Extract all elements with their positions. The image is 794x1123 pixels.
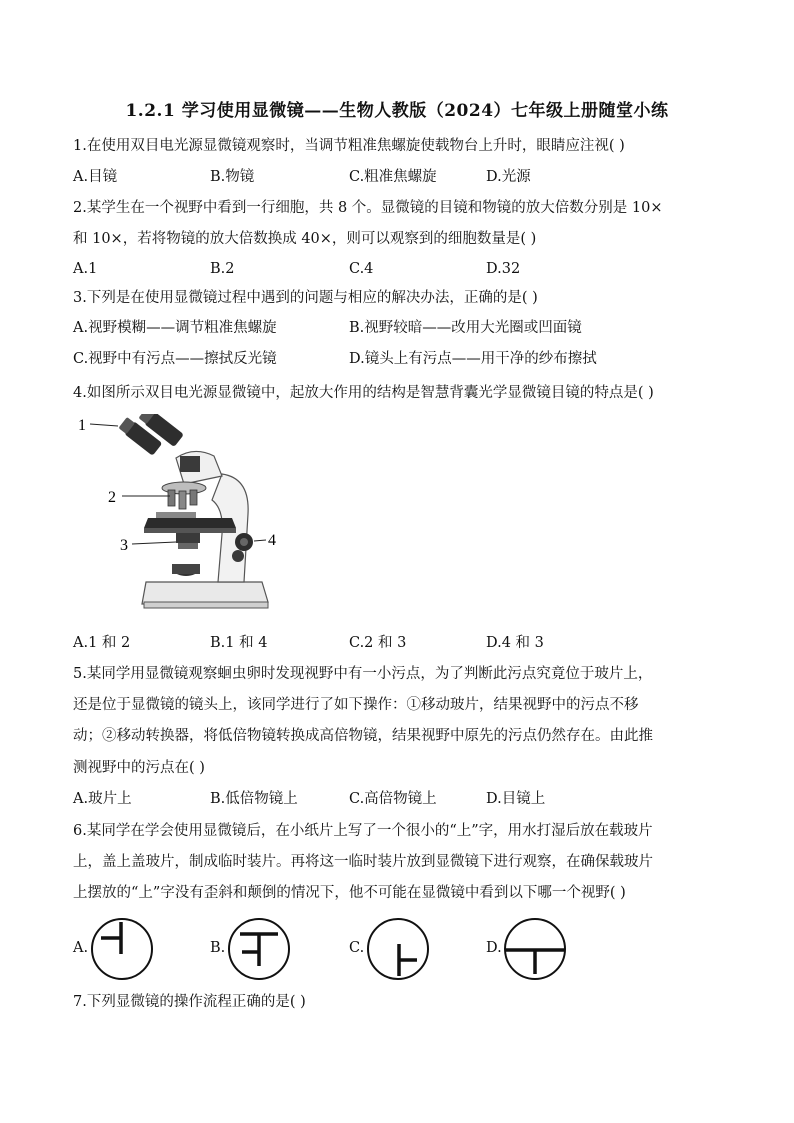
q5-option-a[interactable]: A.玻片上 — [73, 791, 132, 807]
figure-label-4: 4 — [268, 532, 276, 549]
q5-stem-line3: 动；②移动转换器，将低倍物镜转换成高倍物镜，结果视野中原先的污点仍然存在。由此推 — [73, 728, 653, 744]
q2-option-a[interactable]: A.1 — [73, 261, 98, 277]
q5-option-c[interactable]: C.高倍物镜上 — [349, 791, 437, 807]
q6-option-b[interactable] — [210, 916, 300, 982]
view-field-c-icon — [365, 916, 431, 982]
q3-stem: 3.下列是在使用显微镜过程中遇到的问题与相应的解决办法，正确的是( ) — [73, 290, 538, 306]
page-title: 1.2.1 学习使用显微镜——生物人教版（2024）七年级上册随堂小练 — [125, 101, 669, 121]
q6-option-a[interactable] — [73, 916, 163, 982]
microscope-figure — [72, 414, 292, 614]
q3-option-b[interactable]: B.视野较暗——改用大光圈或凹面镜 — [349, 320, 582, 336]
q4-stem: 4.如图所示双目电光源显微镜中，起放大作用的结构是智慧背囊光学显微镜目镜的特点是( ) — [73, 385, 654, 401]
q2-option-b[interactable]: B.2 — [210, 261, 235, 277]
q2-stem-line1: 2.某学生在一个视野中看到一行细胞，共 8 个。显微镜的目镜和物镜的放大倍数分别是 10× — [73, 200, 663, 216]
q4-option-b[interactable]: B.1 和 4 — [210, 635, 268, 651]
q1-stem: 1.在使用双目电光源显微镜观察时，当调节粗准焦螺旋使载物台上升时，眼睛应注视( ) — [73, 138, 625, 154]
q1-option-b[interactable]: B.物镜 — [210, 169, 255, 185]
q3-option-a[interactable]: A.视野模糊——调节粗准焦螺旋 — [73, 320, 277, 336]
q5-option-d[interactable]: D.目镜上 — [486, 791, 546, 807]
q1-option-a[interactable]: A.目镜 — [73, 169, 118, 185]
q2-stem-line2: 和 10×，若将物镜的放大倍数换成 40×，则可以观察到的细胞数量是( ) — [73, 231, 537, 247]
view-field-b-icon — [226, 916, 292, 982]
q1-option-d[interactable]: D.光源 — [486, 169, 531, 185]
q5-option-b[interactable]: B.低倍物镜上 — [210, 791, 298, 807]
q6-option-a-label: A. — [73, 940, 89, 956]
figure-label-2: 2 — [108, 489, 116, 506]
q2-option-d[interactable]: D.32 — [486, 261, 521, 277]
view-field-d-icon — [502, 916, 568, 982]
q6-option-d[interactable] — [486, 916, 576, 982]
q6-option-c-label: C. — [349, 940, 365, 956]
q4-option-a[interactable]: A.1 和 2 — [73, 635, 131, 651]
figure-label-3: 3 — [120, 537, 128, 554]
q5-stem-line1: 5.某同学用显微镜观察蛔虫卵时发现视野中有一小污点，为了判断此污点究竟位于玻片上， — [73, 666, 653, 682]
q5-stem-line2: 还是位于显微镜的镜头上，该同学进行了如下操作：①移动玻片，结果视野中的污点不移 — [73, 697, 639, 713]
q3-option-d[interactable]: D.镜头上有污点——用干净的纱布擦拭 — [349, 351, 597, 367]
q4-option-c[interactable]: C.2 和 3 — [349, 635, 407, 651]
q6-stem-line1: 6.某同学在学会使用显微镜后，在小纸片上写了一个很小的“上”字，用水打湿后放在载玻片 — [73, 823, 653, 839]
q6-stem-line3: 上摆放的“上”字没有歪斜和颠倒的情况下，他不可能在显微镜中看到以下哪一个视野( ) — [73, 885, 626, 901]
q6-stem-line2: 上，盖上盖玻片，制成临时装片。再将这一临时装片放到显微镜下进行观察，在确保载玻片 — [73, 854, 653, 870]
q4-option-d[interactable]: D.4 和 3 — [486, 635, 544, 651]
q6-option-d-label: D. — [486, 940, 502, 956]
q6-option-b-label: B. — [210, 940, 226, 956]
q7-stem: 7.下列显微镜的操作流程正确的是( ) — [73, 994, 306, 1010]
q3-option-c[interactable]: C.视野中有污点——擦拭反光镜 — [73, 351, 277, 367]
figure-label-1: 1 — [78, 417, 86, 434]
q2-option-c[interactable]: C.4 — [349, 261, 374, 277]
view-field-a-icon — [89, 916, 155, 982]
q6-option-c[interactable] — [349, 916, 439, 982]
q1-option-c[interactable]: C.粗准焦螺旋 — [349, 169, 437, 185]
q5-stem-line4: 测视野中的污点在( ) — [73, 760, 205, 776]
